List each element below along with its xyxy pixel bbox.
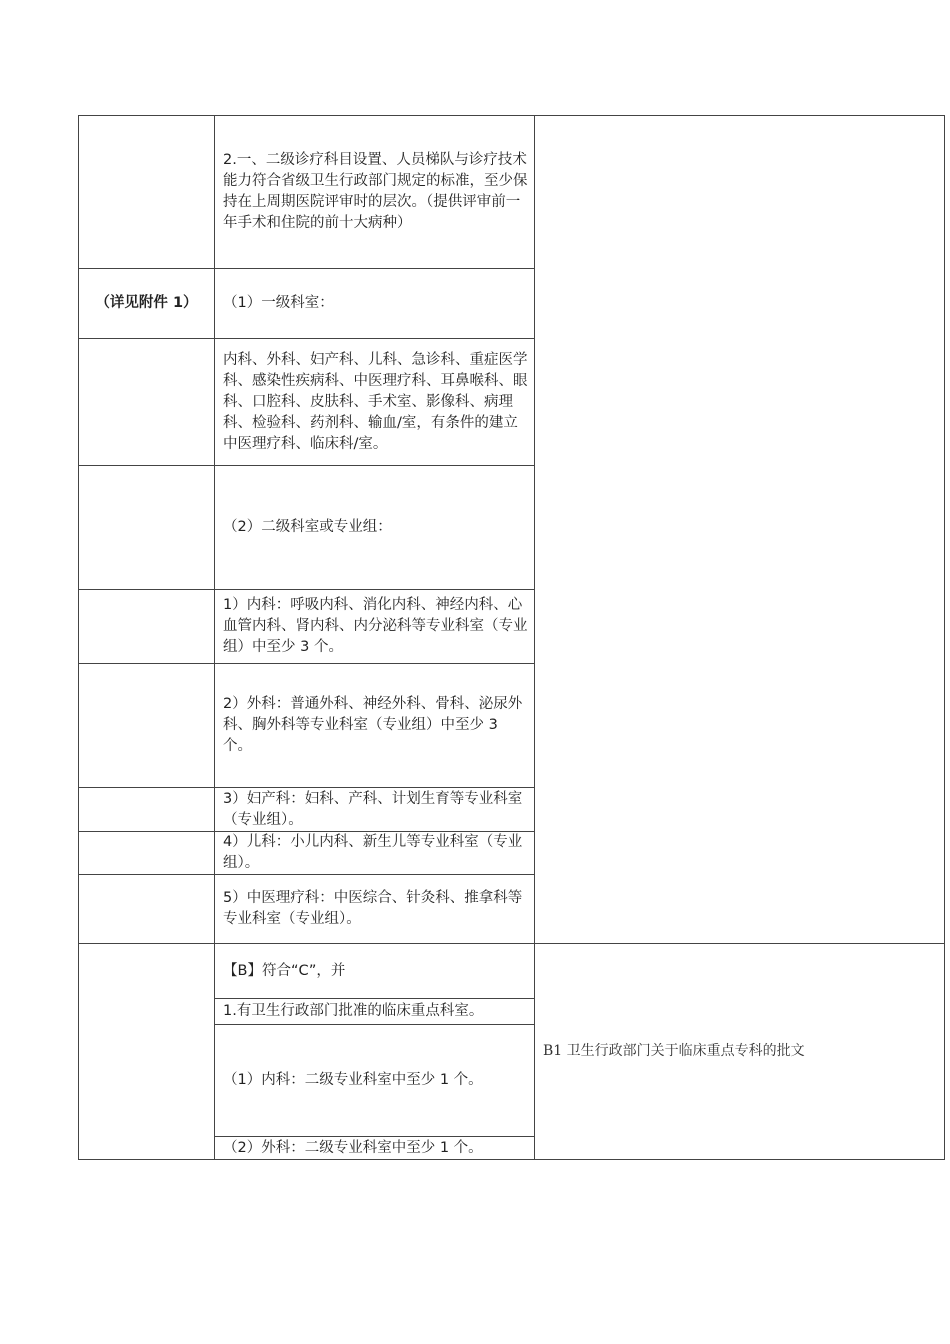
row-label: [79, 664, 215, 788]
standard-text: 2.一、二级诊疗科目设置、人员梯队与诊疗技术能力符合省级卫生行政部门规定的标准，至少保持在上周期医院评审时的层次。（提供评审前一年手术和住院的前十大病种）: [215, 116, 535, 269]
standard-text: （1）内科：二级专业科室中至少 1 个。: [215, 1025, 535, 1137]
row-label: [79, 466, 215, 590]
standard-text: 4）儿科：小儿内科、新生儿等专业科室（专业组）。: [215, 832, 535, 875]
standard-text: （2）外科：二级专业科室中至少 1 个。: [215, 1137, 535, 1160]
attachment-note: （详见附件 1）: [79, 269, 215, 339]
evidence-cell: [535, 116, 945, 944]
standard-text: 3）妇产科：妇科、产科、计划生育等专业科室（专业组）。: [215, 788, 535, 832]
row-label: [79, 875, 215, 944]
standard-text: 5）中医理疗科：中医综合、针灸科、推拿科等专业科室（专业组）。: [215, 875, 535, 944]
grade-b-header: 【B】符合“C”，并: [215, 944, 535, 999]
row-label: [79, 116, 215, 269]
standard-text: （1）一级科室：: [215, 269, 535, 339]
row-label: [79, 944, 215, 1160]
evaluation-table: [78, 115, 945, 1160]
standard-text: 内科、外科、妇产科、儿科、急诊科、重症医学科、感染性疾病科、中医理疗科、耳鼻喉科、眼科、口腔科、皮肤科、手术室、影像科、病理科、检验科、药剂科、输血/室，有条件的建立中医理疗科、临床科/室。: [215, 339, 535, 466]
row-label: [79, 339, 215, 466]
table-row: [79, 944, 945, 999]
row-label: [79, 832, 215, 875]
standard-text: 1.有卫生行政部门批准的临床重点科室。: [215, 999, 535, 1025]
standard-text: （2）二级科室或专业组：: [215, 466, 535, 590]
evidence-cell: [535, 944, 945, 1160]
row-label: [79, 590, 215, 664]
standard-text: 2）外科：普通外科、神经外科、骨科、泌尿外科、胸外科等专业科室（专业组）中至少 3 个。: [215, 664, 535, 788]
evidence-text: B1 卫生行政部门关于临床重点专科的批文: [543, 1043, 805, 1059]
table-row: [79, 116, 945, 269]
standard-text: 1）内科：呼吸内科、消化内科、神经内科、心血管内科、肾内科、内分泌科等专业科室（专业组）中至少 3 个。: [215, 590, 535, 664]
row-label: [79, 788, 215, 832]
